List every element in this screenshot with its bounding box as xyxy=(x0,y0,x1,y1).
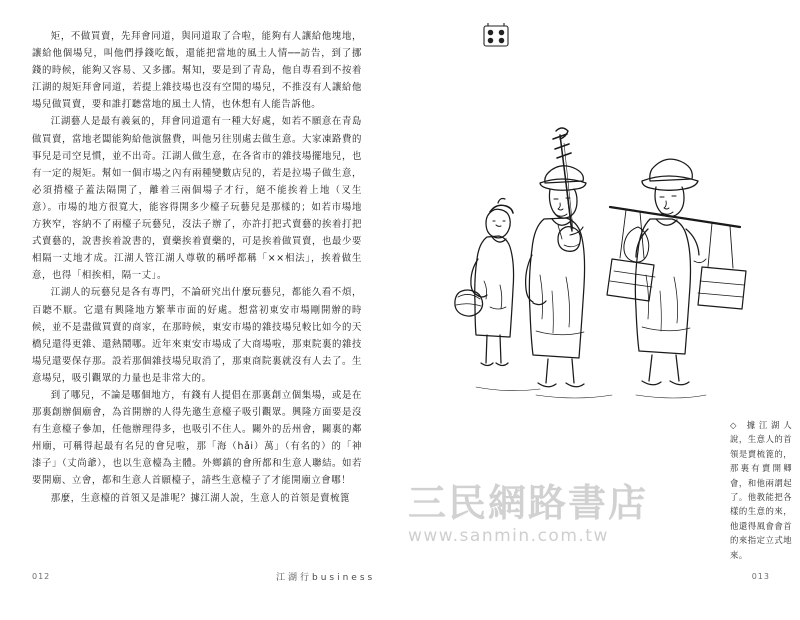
body-text-block xyxy=(32,28,362,507)
right-page xyxy=(400,0,800,620)
figure-pole-carrier xyxy=(607,159,746,385)
paragraph: 到了哪兒，不論是哪個地方，有錢有人提倡在那裏創立個集場，或是在那裏創辦個廟會，為首開辦的人得先邀生意檯子吸引觀眾。興隆方面要是沒有生意檯子參加，任他辦理得多，也吸引不住人。關外的岳州會，關裏的鄰州廟，可稱得起最有名兒的會兒啦，那「海（hǎi）萬」（有名的）的「神漆子」（丈尚爺），也以生意檯為主體。外鄉鎮的會所都和生意人聯結。如若要開廟、立會，都和生意人首願檯子，請些生意檯子了才能開廟立會哪！ xyxy=(32,389,362,487)
figure-child xyxy=(455,199,514,366)
paragraph: 江湖藝人是最有義氣的，拜會同道還有一種大好處，如若不願意在青島做買賣，當地老闆能夠給他演盤費，叫他另往別處去做生意。大家凍路費的事兒是司空見慣，並不出奇。江湖人做生意，在各省市的雜技場擺地兒，也有一定的規矩。幫如一個市場之內有兩種變數店兒的，若是拉場子做生意，必須揹檯子蓋法隔開了，離着三兩個場子才行，絕不能挨着上地（叉生意）。市場的地方很寬大，能容得開多少檯子玩藝兒是那樣的；如若市場地方狹窄，容納不了兩檯子玩藝兒，沒法子辦了，亦許打把式賣藝的挨着打把式賣藝的，說書挨着說書的，賣藥挨着賣藥的，可是挨着做買賣，也最少要相隔一丈地才成。江湖人管江湖人尊敬的稱呼都稱「××相法」，挨着做生意，也得「相挨相，隔一丈」。 xyxy=(32,116,362,282)
paragraph: 江湖人的玩藝兒是各有專門，不論研究出什麼玩藝兒，都能久看不煩，百聽不厭。它還有興隆地方繁華市面的好處。想當初東安市場剛開辦的時候，並不是盡做買賣的商家，在那時候，東安市場的雜技場兒較比如今的天橋兒還得更雜、還熱鬧哪。近年來東安市場成了大商場啦，那東院裏的雜技場兒還要保存那。設若那個雜技場兒取消了，那東商院裏就沒有人去了。生意場兒，吸引觀眾的力量也是非常大的。 xyxy=(32,287,362,384)
running-title: 江湖行business xyxy=(276,573,376,583)
illustration-three-peddlers xyxy=(440,95,770,415)
page-number-right: 013 xyxy=(751,572,770,581)
page-number-left: 012 xyxy=(32,572,51,581)
watermark-url: www.sanmin.com.tw xyxy=(408,526,609,546)
paragraph: 矩，不做買賣，先拜會同道，與同道取了合啦，能夠有人讓給他塊地，讓給他個場兒，叫他們掙錢吃飯，還能把當地的風土人情──訪告，到了挪錢的時候，能夠又容易、又多挪。幫知，要是到了青島，他自專看到不按着江湖的規矩拜會同道，若提上雜技場也沒有空閒的場兒，不推沒有人讓給他場兒做買賣，要和誰打聽當地的風土人情，也休想有人能告訴他。 xyxy=(32,31,362,111)
watermark-title: 三民網路書店 xyxy=(408,481,649,525)
illustration-caption: ◇ 據江湖人說，生意人的首領是賣梳篦的，那裏有賣開卿會，和他兩謂起了。他教能把各樣的生意的來，他還得風會會首的來指定立式地來。 xyxy=(730,420,792,560)
paragraph: 那麼，生意檯的首領又是誰呢？據江湖人說，生意人的首領是賣梳篦 xyxy=(50,492,351,504)
figure-musician xyxy=(526,128,586,387)
seal-ornament-icon xyxy=(478,20,518,54)
